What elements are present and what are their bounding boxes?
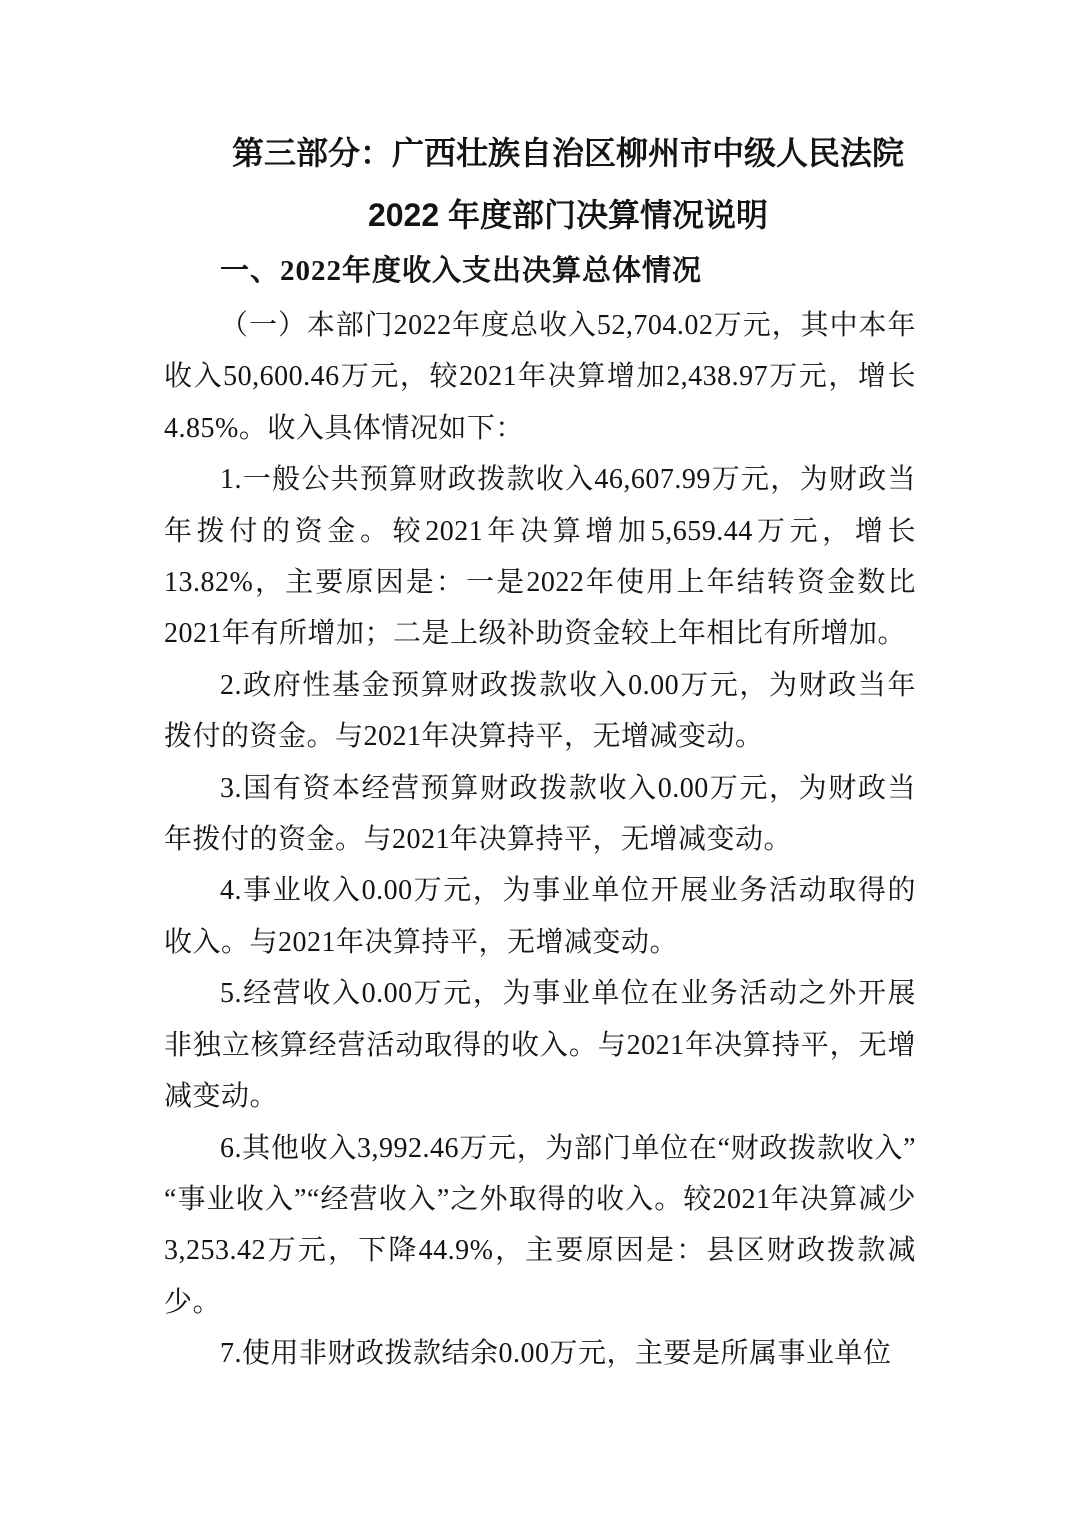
body-paragraph-operating-income: 5.经营收入0.00万元，为事业单位在业务活动之外开展非独立核算经营活动取得的收入。与2021年决算持平，无增减变动。 (164, 978, 916, 1113)
document-title (164, 122, 916, 246)
body-paragraph-government-fund: 2.政府性基金预算财政拨款收入0.00万元，为财政当年拨付的资金。与2021年决算持平，无增减变动。 (164, 669, 916, 753)
title-line-2: 2022 年度部门决算情况说明 (367, 197, 769, 233)
body-paragraph-state-capital: 3.国有资本经营预算财政拨款收入0.00万元，为财政当年拨付的资金。与2021年决算持平，无增减变动。 (164, 772, 916, 856)
body-paragraph-other-income: 6.其他收入3,992.46万元，为部门单位在“财政拨款收入”“事业收入”“经营收入”之外取得的收入。较2021年决算减少3,253.42万元，下降44.9%，主要原因是：县区财政拨款减少。 (164, 1132, 916, 1318)
body-paragraph-institution-income: 4.事业收入0.00万元，为事业单位开展业务活动取得的收入。与2021年决算持平，无增减变动。 (164, 875, 916, 958)
body-paragraph-overview: （一）本部门2022年度总收入52,704.02万元，其中本年收入50,600.46万元，较2021年决算增加2,438.97万元，增长4.85%。收入具体情况如下： (164, 310, 916, 444)
title-line-1: 第三部分：广西壮族自治区柳州市中级人民法院 (231, 135, 904, 171)
section-heading: 一、2022年度收入支出决算总体情况 (220, 255, 703, 287)
body-paragraph-general-public-budget: 1.一般公共预算财政拨款收入46,607.99万元，为财政当年拨付的资金。较2021年决算增加5,659.44万元，增长13.82%，主要原因是：一是2022年使用上年结转资金数比2021年有所增加；二是上级补助资金较上年相比有所增加。 (164, 464, 916, 650)
document-body (164, 300, 916, 1380)
body-paragraph-non-fiscal-balance: 7.使用非财政拨款结余0.00万元，主要是所属事业单位 (220, 1338, 892, 1370)
